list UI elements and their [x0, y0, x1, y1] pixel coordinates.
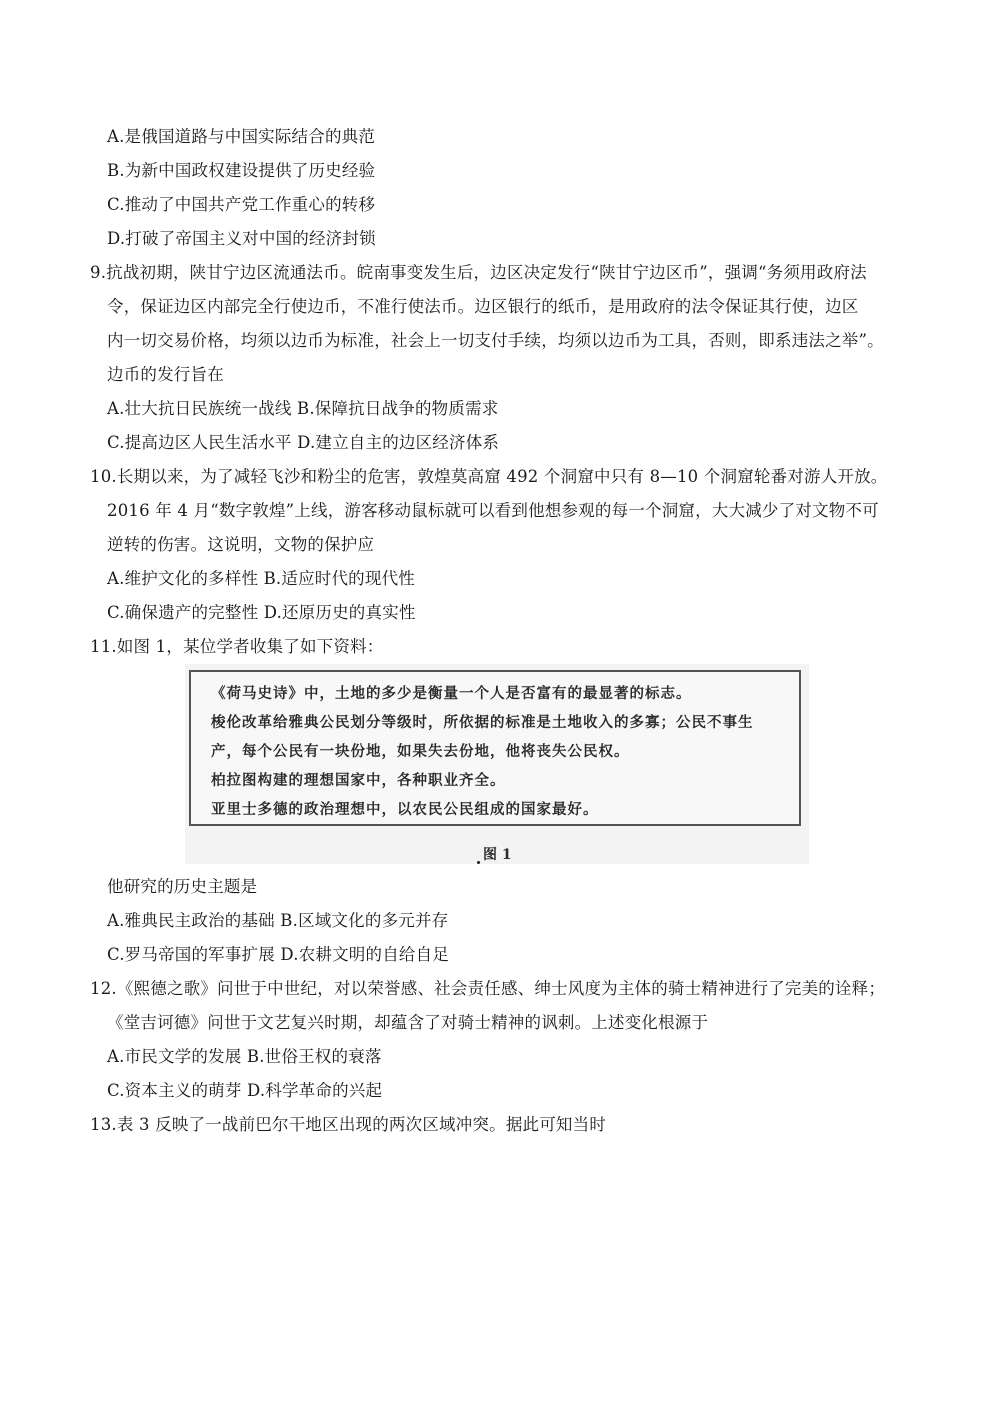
figure-dot	[477, 861, 480, 864]
q8-option-d: D.打破了帝国主义对中国的经济封锁	[107, 229, 376, 248]
q11-options-ab: A.雅典民主政治的基础 B.区域文化的多元并存	[107, 911, 449, 930]
q12-stem-line: 《堂吉诃德》问世于文艺复兴时期，却蕴含了对骑士精神的讽刺。上述变化根源于	[107, 1013, 709, 1032]
figure-caption: 图 1	[483, 847, 512, 863]
figure-1-box	[189, 670, 801, 826]
q10-stem-line: 逆转的伤害。这说明，文物的保护应	[107, 535, 375, 554]
figure-line: 《荷马史诗》中，土地的多少是衡量一个人是否富有的最显著的标志。	[211, 685, 692, 702]
q10-stem-line: 10.长期以来，为了减轻飞沙和粉尘的危害，敦煌莫高窟 492 个洞窟中只有 8—10 个洞窟轮番对游人开放。	[90, 467, 888, 486]
q12-stem-line: 12.《熙德之歌》问世于中世纪，对以荣誉感、社会责任感、绅士风度为主体的骑士精神进行了完美的诠释；	[90, 979, 886, 998]
q11-intro: 11.如图 1，某位学者收集了如下资料：	[90, 637, 384, 656]
q9-stem-line: 9.抗战初期，陕甘宁边区流通法币。皖南事变发生后，边区决定发行“陕甘宁边区币”，强调“务须用政府法	[90, 263, 867, 282]
figure-line: 亚里士多德的政治理想中，以农民公民组成的国家最好。	[211, 801, 599, 818]
q9-stem-line: 边币的发行旨在	[107, 365, 224, 384]
q9-stem-line: 令，保证边区内部完全行使边币，不准行使法币。边区银行的纸币，是用政府的法令保证其行使，边区	[107, 297, 859, 316]
q9-options-ab: A.壮大抗日民族统一战线 B.保障抗日战争的物质需求	[107, 399, 499, 418]
q11-options-cd: C.罗马帝国的军事扩展 D.农耕文明的自给自足	[107, 945, 450, 964]
figure-1	[185, 664, 809, 864]
q9-options-cd: C.提高边区人民生活水平 D.建立自主的边区经济体系	[107, 433, 500, 452]
q10-stem-line: 2016 年 4 月“数字敦煌”上线，游客移动鼠标就可以看到他想参观的每一个洞窟，大大减少了对文物不可	[107, 501, 879, 520]
q9-stem-line: 内一切交易价格，均须以边币为标准，社会上一切支付手续，均须以边币为工具，否则，即系违法之举”。	[107, 331, 884, 350]
q8-option-a: A.是俄国道路与中国实际结合的典范	[107, 127, 376, 146]
q10-options-ab: A.维护文化的多样性 B.适应时代的现代性	[107, 569, 415, 588]
q10-options-cd: C.确保遗产的完整性 D.还原历史的真实性	[107, 603, 416, 622]
figure-line: 产，每个公民有一块份地，如果失去份地，他将丧失公民权。	[211, 743, 630, 760]
q13-stem-line: 13.表 3 反映了一战前巴尔干地区出现的两次区域冲突。据此可知当时	[90, 1115, 607, 1134]
q12-options-cd: C.资本主义的萌芽 D.科学革命的兴起	[107, 1081, 383, 1100]
figure-line: 柏拉图构建的理想国家中，各种职业齐全。	[211, 772, 506, 789]
q12-options-ab: A.市民文学的发展 B.世俗王权的衰落	[107, 1047, 382, 1066]
q11-stem: 他研究的历史主题是	[107, 877, 258, 896]
q8-option-c: C.推动了中国共产党工作重心的转移	[107, 195, 376, 214]
q8-option-b: B.为新中国政权建设提供了历史经验	[107, 161, 376, 180]
figure-line: 梭伦改革给雅典公民划分等级时，所依据的标准是土地收入的多寡；公民不事生	[211, 714, 754, 731]
